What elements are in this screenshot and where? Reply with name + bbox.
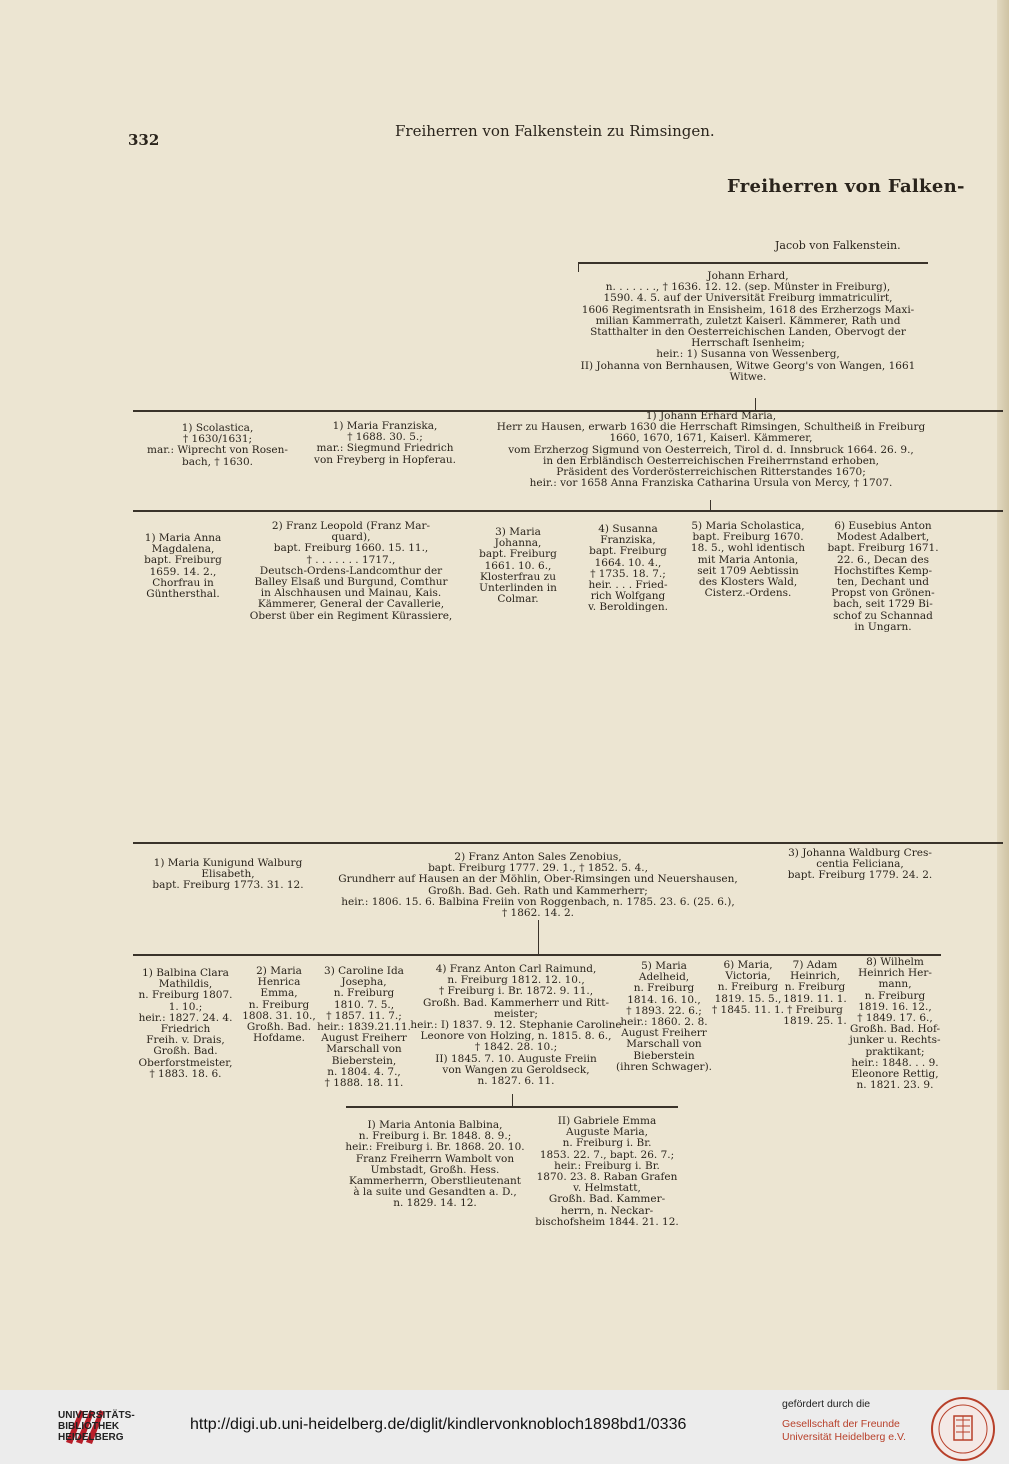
gen3-entry-4: 4) Susanna Franziska, bapt. Freiburg 1664. 10. 4., † 1735. 18. 7.; heir. . . . Fried- rich Wolfgang v. Beroldingen. — [588, 523, 668, 614]
gen3-entry-2: 2) Franz Leopold (Franz Mar- quard), bapt. Freiburg 1660. 15. 11., † . . . . . . . 1717., Deutsch-Ordens-Landcomthur der Balley Elsaß und Burgund, Comthur in Alschhausen und Mainau, Kais. Kämmerer, General der Cavallerie, Oberst über ein Regiment Kürassiere, — [249, 520, 453, 622]
bracket-tick — [512, 1094, 513, 1106]
gen2-entry-1: 1) Scolastica, † 1630/1631; mar.: Wiprecht von Rosen- bach, † 1630. — [147, 422, 288, 468]
bracket-tick — [538, 920, 539, 954]
gen3-entry-3: 3) Maria Johanna, bapt. Freiburg 1661. 10. 6., Klosterfrau zu Unterlinden in Colmar. — [479, 526, 557, 606]
gen3-entry-1: 1) Maria Anna Magdalena, bapt. Freiburg 1659. 14. 2., Chorfrau in Günthersthal. — [144, 532, 222, 601]
gen3-entry-6: 6) Eusebius Anton Modest Adalbert, bapt. Freiburg 1671. 22. 6., Decan des Hochstiftes Kemp- ten, Dechant und Propst von Grönen- bach, seit 1729 Bi- schof zu Schannad in Ungarn. — [827, 520, 939, 633]
bracket-tick — [710, 500, 711, 510]
bracket-gen0 — [578, 262, 928, 264]
gen5-entry-3: 3) Caroline Ida Josepha, n. Freiburg 1810. 7. 5., † 1857. 11. 7.; heir.: 1839.21.11. August Freiherr Marschall von Bieberstein, n. 1804. 4. 7., † 1888. 18. 11. — [317, 965, 411, 1090]
gen2-entry-2: 1) Maria Franziska, † 1688. 30. 5.; mar.: Siegmund Friedrich von Freyberg in Hopferau. — [314, 420, 456, 466]
bracket-gen2 — [133, 510, 1003, 512]
gen5-entry-1: 1) Balbina Clara Mathildis, n. Freiburg 1807. 1. 10.; heir.: 1827. 24. 4. Friedrich Freih. v. Drais, Großh. Bad. Oberforstmeister, † 1883. 18. 6. — [138, 967, 233, 1080]
section-title: Freiherren von Falken- — [727, 176, 965, 197]
gen5-entry-4: 4) Franz Anton Carl Raimund, n. Freiburg 1812. 12. 10., † Freiburg i. Br. 1872. 9. 11., Großh. Bad. Kammerherr und Ritt- meister; heir.: I) 1837. 9. 12. Stephanie Caroline Leonore von Holzing, n. 1815. 8. 6., † 1842. 28. 10.; II) 1845. 7. 10. Auguste Freiin von Wangen zu Geroldseck, n. 1827. 6. 11. — [410, 963, 622, 1088]
gen4-entry-1: 1) Maria Kunigund Walburg Elisabeth, bapt. Freiburg 1773. 31. 12. — [152, 857, 304, 892]
page-number: 332 — [128, 131, 160, 149]
gen6-entry-2: II) Gabriele Emma Auguste Maria, n. Freiburg i. Br. 1853. 22. 7., bapt. 26. 7.; heir.: Freiburg i. Br. 1870. 23. 8. Raban Grafen v. Helmstatt, Großh. Bad. Kammer- herrn, n. Neckar- bischofsheim 1844. 21. 12. — [535, 1115, 679, 1228]
gen5-entry-7: 7) Adam Heinrich, n. Freiburg 1819. 11. 1. † Freiburg 1819. 25. 1. — [783, 959, 847, 1028]
ancestor-name: Jacob von Falkenstein. — [775, 239, 901, 252]
gen4-entry-3: 3) Johanna Waldburg Cres- centia Feliciana, bapt. Freiburg 1779. 24. 2. — [787, 847, 933, 882]
gen5-entry-2: 2) Maria Henrica Emma, n. Freiburg 1808. 31. 10., Großh. Bad. Hofdame. — [242, 965, 316, 1045]
bracket-gen5 — [346, 1106, 678, 1108]
gen5-entry-8: 8) Wilhelm Heinrich Her- mann, n. Freiburg 1819. 16. 12., † 1849. 17. 6., Großh. Bad. Hof- junker u. Rechts- praktikant; heir.: 1848. . . 9. Eleonore Rettig, n. 1821. 23. 9. — [849, 956, 941, 1092]
sponsor-name: Gesellschaft der Freunde Universität Heidelberg e.V. — [782, 1418, 906, 1443]
bracket-tick — [755, 398, 756, 410]
gen5-entry-6: 6) Maria, Victoria, n. Freiburg 1819. 15. 5., † 1845. 11. 1. — [711, 959, 785, 1016]
permalink-url[interactable]: http://digi.ub.uni-heidelberg.de/diglit/kindlervonknobloch1898bd1/0336 — [190, 1416, 687, 1433]
library-name: UNIVERSITÄTS- BIBLIOTHEK HEIDELBERG — [58, 1410, 135, 1443]
bracket-gen3 — [133, 842, 1003, 844]
gen5-entry-5: 5) Maria Adelheid, n. Freiburg 1814. 16. 10., † 1893. 22. 6.; heir.: 1860. 2. 8. August Freiherr Marschall von Bieberstein (ihren Schwager). — [615, 960, 713, 1073]
sponsor-label: gefördert durch die — [782, 1398, 871, 1410]
university-seal-icon — [930, 1396, 996, 1462]
gen1-entry: Johann Erhard, n. . . . . . ., † 1636. 12. 12. (sep. Münster in Freiburg), 1590. 4. 5. auf der Universität Freiburg immatriculirt, 1606 Regimentsrath in Ensisheim, 1618 des Erzherzogs Maxi- milian Kammerrath, zuletzt Kaiserl. Kämmerer, Rath und Statthalter in den Oesterreichischen Landen, Obervogt der Herrschaft Isenheim; heir.: 1) Susanna von Wessenberg, II) Johanna von Bernhausen, Witwe Georg's von Wangen, 1661 Witwe. — [580, 270, 916, 383]
gen6-entry-1: I) Maria Antonia Balbina, n. Freiburg i. Br. 1848. 8. 9.; heir.: Freiburg i. Br. 1868. 20. 10. Franz Freiherrn Wambolt von Umbstadt, Großh. Hess. Kammerherrn, Oberstlieutenant à la suite und Gesandten a. D., n. 1829. 14. 12. — [345, 1119, 525, 1210]
bracket-gen4 — [133, 954, 941, 956]
running-title: Freiherren von Falkenstein zu Rimsingen. — [395, 122, 715, 140]
gen2-entry-3: 1) Johann Erhard Maria, Herr zu Hausen, erwarb 1630 die Herrschaft Rimsingen, Schultheiß in Freiburg 1660, 1670, 1671, Kaiserl. Kämmerer, vom Erzherzog Sigmund von Oesterreich, Tirol d. d. Innsbruck 1664. 26. 9., in den Erbländisch Oesterreichischen Freiherrnstand erhoben, Präsident des Vorderösterreichischen Ritterstandes 1670; heir.: vor 1658 Anna Franziska Catharina Ursula von Mercy, † 1707. — [496, 410, 926, 490]
gen3-entry-5: 5) Maria Scholastica, bapt. Freiburg 1670. 18. 5., wohl identisch mit Maria Antonia, seit 1709 Aebtissin des Klosters Wald, Cisterz.-Ordens. — [690, 520, 806, 600]
page-edge — [997, 0, 1009, 1390]
gen4-entry-2: 2) Franz Anton Sales Zenobius, bapt. Freiburg 1777. 29. 1., † 1852. 5. 4., Grundherr auf Hausen an der Möhlin, Ober-Rimsingen und Neuershausen, Großh. Bad. Geh. Rath und Kammerherr; heir.: 1806. 15. 6. Balbina Freiin von Roggenbach, n. 1785. 23. 6. (25. 6.), † 1862. 14. 2. — [338, 851, 738, 920]
